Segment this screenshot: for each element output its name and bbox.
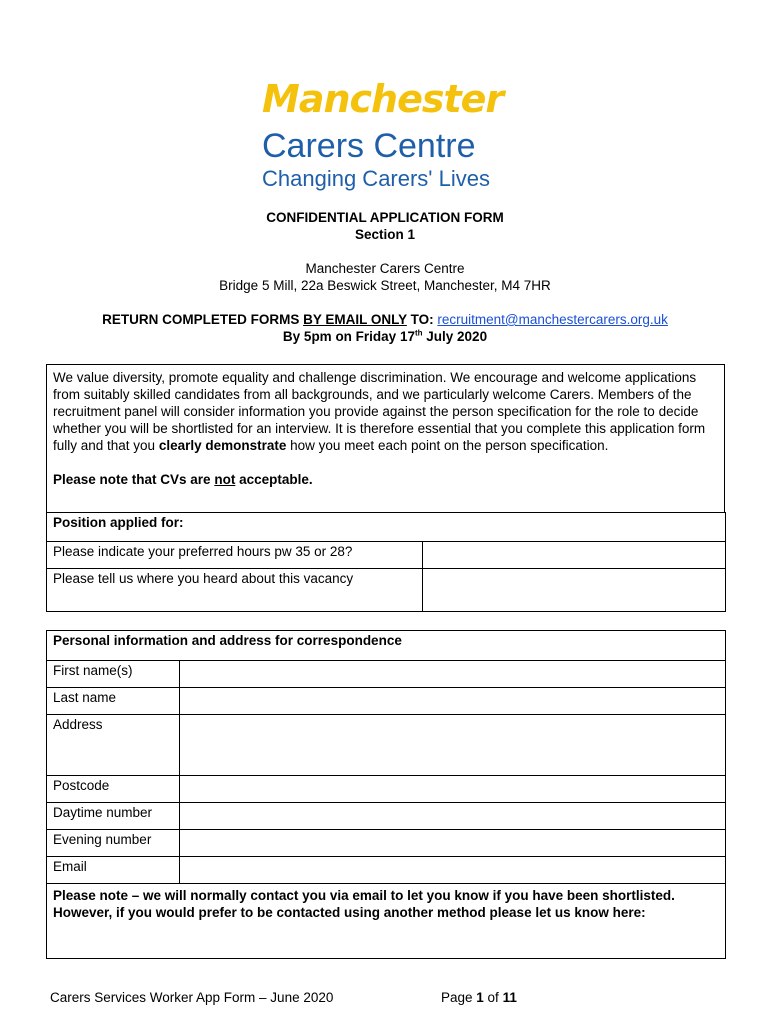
last-name-input[interactable] <box>180 688 726 715</box>
logo-line-carers-centre: Carers Centre <box>262 127 476 165</box>
return-to: TO: <box>406 312 438 327</box>
personal-info-table <box>46 630 726 959</box>
intro-text-part2: how you meet each point on the person specification. <box>286 438 609 453</box>
return-method: BY EMAIL ONLY <box>303 312 407 327</box>
manchester-carers-logo <box>262 74 522 194</box>
intro-text <box>53 369 718 454</box>
first-name-label: First name(s) <box>47 661 180 688</box>
evening-number-label: Evening number <box>47 830 180 857</box>
section-label: Section 1 <box>354 227 416 242</box>
intro-text-emphasis: clearly demonstrate <box>158 438 287 453</box>
postcode-label: Postcode <box>47 776 180 803</box>
vacancy-source-label: Please tell us where you heard about this vacancy <box>47 569 423 612</box>
deadline-prefix: By 5pm on Friday 17 <box>282 329 415 344</box>
position-heading: Position applied for: <box>47 513 726 542</box>
return-instructions <box>0 311 770 328</box>
position-table <box>46 512 726 612</box>
logo-line-manchester: Manchester <box>262 77 504 121</box>
email-input[interactable] <box>180 857 726 884</box>
contact-preference-field[interactable]: Please note – we will normally contact you via email to let you know if you have been shortlisted. However, if you would prefer to be contacted using another method please let us know here: <box>47 884 726 959</box>
email-label: Email <box>47 857 180 884</box>
page-total: 11 <box>502 990 517 1005</box>
first-name-input[interactable] <box>180 661 726 688</box>
intro-text-part1: We value diversity, promote equality and challenge discrimination. We encourage and welcome applications from suitably skilled candidates from all backgrounds, and we particularly welcome Carers. Members of the recruitment panel will consider information you provide against the person specification for the role to decide whether you will be shortlisted for an interview. It is therefore essential that you complete this application form fully and that you <box>53 370 706 453</box>
deadline-suffix-sup: th <box>414 328 423 338</box>
evening-number-input[interactable] <box>180 830 726 857</box>
address-input[interactable] <box>180 715 726 776</box>
intro-box <box>46 364 725 513</box>
cv-note-suffix: acceptable. <box>235 472 313 487</box>
cv-note-underlined: not <box>214 472 236 487</box>
page-of: of <box>483 990 503 1005</box>
cv-note <box>53 471 718 488</box>
footer-document-name: Carers Services Worker App Form – June 2020 <box>50 990 334 1005</box>
return-prefix: RETURN COMPLETED FORMS <box>102 312 304 327</box>
deadline-suffix: July 2020 <box>422 329 488 344</box>
logo-line-tagline: Changing Carers' Lives <box>262 166 490 191</box>
org-address: Bridge 5 Mill, 22a Beswick Street, Manchester, M4 7HR <box>219 278 551 293</box>
last-name-label: Last name <box>47 688 180 715</box>
preferred-hours-label: Please indicate your preferred hours pw 35 or 28? <box>47 542 423 569</box>
page-current: 1 <box>476 990 484 1005</box>
form-title: CONFIDENTIAL APPLICATION FORM <box>266 210 504 225</box>
daytime-number-label: Daytime number <box>47 803 180 830</box>
recruitment-email-link[interactable]: recruitment@manchestercarers.org.uk <box>437 312 668 327</box>
postcode-input[interactable] <box>180 776 726 803</box>
org-name: Manchester Carers Centre <box>305 261 465 276</box>
preferred-hours-input[interactable] <box>423 542 726 569</box>
vacancy-source-input[interactable] <box>423 569 726 612</box>
page-prefix: Page <box>441 990 477 1005</box>
cv-note-prefix: Please note that CVs are <box>53 472 215 487</box>
personal-info-heading: Personal information and address for correspondence <box>47 631 726 661</box>
footer-page-number <box>441 990 517 1005</box>
daytime-number-input[interactable] <box>180 803 726 830</box>
address-label: Address <box>47 715 180 776</box>
deadline <box>0 328 770 345</box>
